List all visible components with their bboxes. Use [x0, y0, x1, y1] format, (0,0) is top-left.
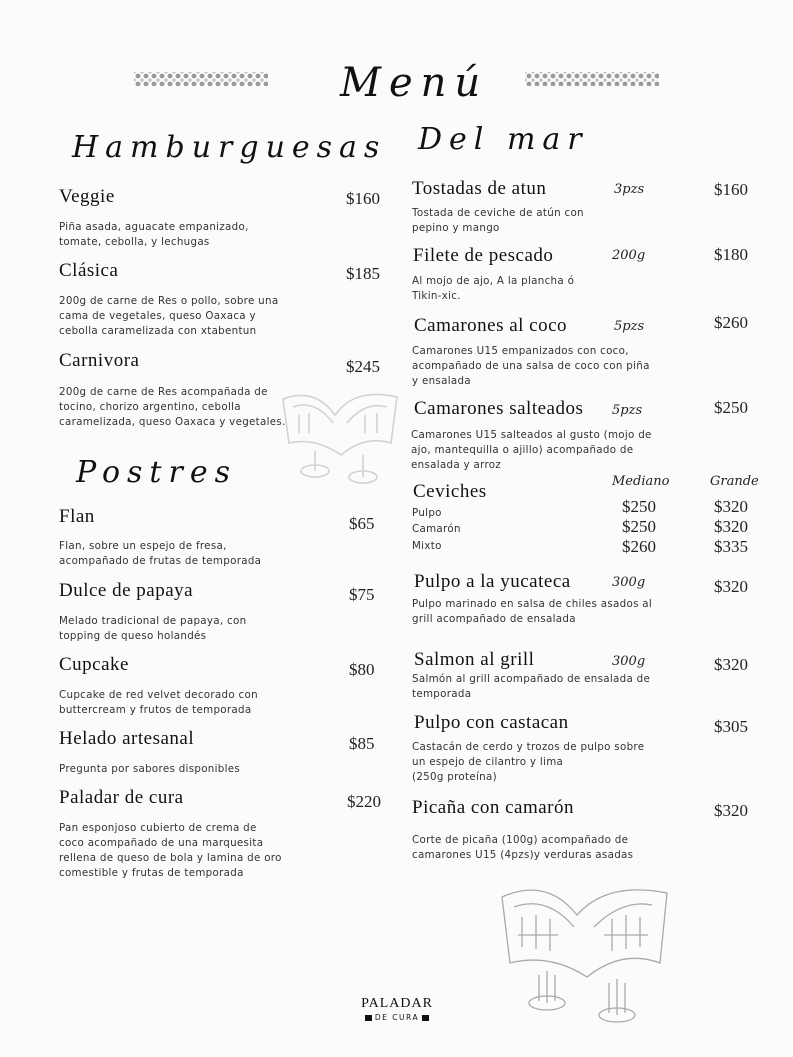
item-price: $305 — [714, 717, 748, 736]
item-price: $180 — [714, 245, 748, 264]
item-description: Camarones U15 salteados al gusto (mojo de ajo, mantequilla o ajillo) acompañado de ensalada y arroz — [411, 429, 652, 471]
item-description: Cupcake de red velvet decorado con buttercream y frutos de temporada — [59, 689, 258, 716]
item-name: Pulpo con castacan — [414, 712, 569, 733]
item-price: $65 — [349, 514, 375, 533]
header-ornament-left — [134, 72, 268, 86]
item-description: Piña asada, aguacate empanizado, tomate, cebolla, y lechugas — [59, 221, 249, 248]
item-name: Filete de pescado — [413, 245, 554, 266]
brand-logo-tagline: DE CURA — [374, 1013, 420, 1022]
brand-logo — [357, 996, 437, 1022]
item-name: Helado artesanal — [59, 728, 195, 749]
ceviche-row-label: Mixto — [412, 540, 442, 552]
section-heading-del-mar: Del mar — [418, 122, 589, 157]
brand-logo-name: PALADAR — [361, 996, 433, 1011]
item-price: $80 — [349, 660, 375, 679]
ceviche-price-grande: $320 — [714, 497, 748, 516]
item-price: $160 — [714, 180, 748, 199]
item-price: $85 — [349, 734, 375, 753]
cup-sketch-watermark-left — [275, 385, 405, 495]
item-description: Tostada de ceviche de atún con pepino y mango — [412, 207, 584, 234]
ceviche-row-label: Pulpo — [412, 507, 442, 519]
item-price: $250 — [714, 398, 748, 417]
item-name: Veggie — [59, 186, 115, 207]
item-name: Tostadas de atun — [412, 178, 547, 199]
item-name: Camarones al coco — [414, 315, 568, 336]
item-portion: 5pzs — [612, 403, 643, 418]
item-price: $185 — [346, 264, 380, 283]
item-description: Salmón al grill acompañado de ensalada de temporada — [412, 673, 651, 700]
ceviche-price-mediano: $260 — [622, 537, 656, 556]
section-heading-hamburguesas: Hamburguesas — [72, 130, 387, 165]
ceviche-price-grande: $320 — [714, 517, 748, 536]
item-name: Picaña con camarón — [412, 797, 574, 818]
item-name: Cupcake — [59, 654, 129, 675]
item-description: Camarones U15 empanizados con coco, acompañado de una salsa de coco con piña y ensalada — [412, 345, 650, 387]
item-price: $220 — [347, 792, 381, 811]
ceviches-column-mediano: Mediano — [612, 474, 670, 489]
brand-logo-tagline-row — [357, 1013, 437, 1022]
item-portion: 200g — [612, 248, 646, 263]
item-description: Al mojo de ajo, A la plancha ó Tikin-xic. — [412, 275, 575, 302]
item-portion: 5pzs — [614, 319, 645, 334]
item-price: $160 — [346, 189, 380, 208]
item-name: Clásica — [59, 260, 119, 281]
item-price: $245 — [346, 357, 380, 376]
ceviche-row-label: Camarón — [412, 523, 461, 535]
item-description: Pulpo marinado en salsa de chiles asados al grill acompañado de ensalada — [412, 598, 653, 625]
item-description: 200g de carne de Res acompañada de tocino, chorizo argentino, cebolla caramelizada, queso Oaxaca y vegetales. — [59, 386, 286, 428]
item-description: Pregunta por sabores disponibles — [59, 763, 241, 775]
item-price: $320 — [714, 655, 748, 674]
item-name: Camarones salteados — [414, 398, 584, 419]
item-price: $75 — [349, 585, 375, 604]
cup-sketch-bottom — [492, 875, 682, 1040]
item-name: Ceviches — [413, 481, 487, 502]
item-price: $260 — [714, 313, 748, 332]
ceviche-price-mediano: $250 — [622, 497, 656, 516]
item-price: $320 — [714, 801, 748, 820]
item-portion: 300g — [612, 575, 646, 590]
page-title: Menú — [340, 60, 489, 106]
item-name: Flan — [59, 506, 95, 527]
ceviche-price-mediano: $250 — [622, 517, 656, 536]
ceviche-price-grande: $335 — [714, 537, 748, 556]
item-description: Castacán de cerdo y trozos de pulpo sobre un espejo de cilantro y lima (250g proteína) — [412, 741, 645, 783]
item-name: Pulpo a la yucateca — [414, 571, 571, 592]
item-price: $320 — [714, 577, 748, 596]
ceviches-column-grande: Grande — [710, 474, 759, 489]
item-name: Dulce de papaya — [59, 580, 194, 601]
item-portion: 300g — [612, 654, 646, 669]
item-description: Pan esponjoso cubierto de crema de coco acompañado de una marquesita rellena de queso de bola y lamina de oro comestible y frutas de temporada — [59, 822, 282, 879]
item-name: Carnivora — [59, 350, 140, 371]
logo-square-left — [365, 1015, 372, 1021]
item-description: Corte de picaña (100g) acompañado de camarones U15 (4pzs)y verduras asadas — [412, 834, 634, 861]
item-description: Melado tradicional de papaya, con topping de queso holandés — [59, 615, 247, 642]
item-description: Flan, sobre un espejo de fresa, acompañado de frutas de temporada — [59, 540, 262, 567]
section-heading-postres: Postres — [76, 455, 237, 490]
item-name: Salmon al grill — [414, 649, 535, 670]
item-description: 200g de carne de Res o pollo, sobre una cama de vegetales, queso Oaxaca y cebolla caramelizada con xtabentun — [59, 295, 279, 337]
item-portion: 3pzs — [614, 182, 645, 197]
item-name: Paladar de cura — [59, 787, 184, 808]
header-ornament-right — [525, 72, 659, 86]
logo-square-right — [422, 1015, 429, 1021]
